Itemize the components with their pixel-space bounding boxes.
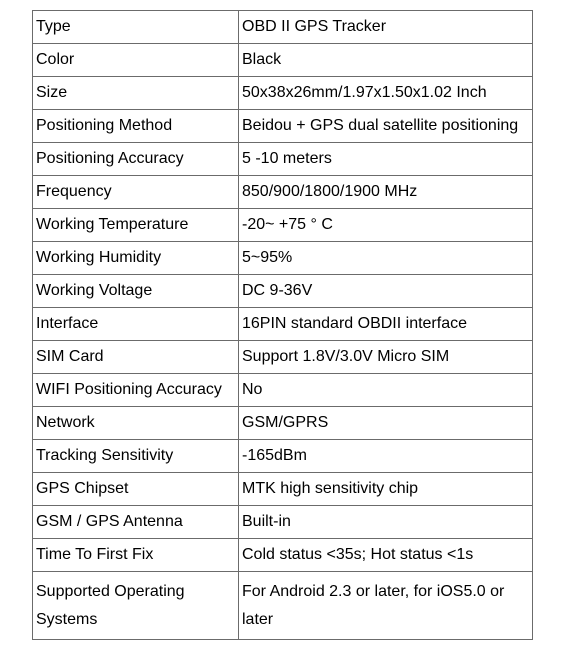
table-row [33, 308, 533, 341]
table-row [33, 176, 533, 209]
table-row [33, 44, 533, 77]
spec-label: Tracking Sensitivity [33, 440, 239, 473]
spec-value: 850/900/1800/1900 MHz [239, 176, 533, 209]
spec-label: Network [33, 407, 239, 440]
table-row [33, 209, 533, 242]
spec-value: Built-in [239, 506, 533, 539]
table-row [33, 374, 533, 407]
spec-label: Interface [33, 308, 239, 341]
spec-label: Working Temperature [33, 209, 239, 242]
spec-value: Cold status <35s; Hot status <1s [239, 539, 533, 572]
spec-label: Type [33, 11, 239, 44]
table-row [33, 407, 533, 440]
table-row [33, 539, 533, 572]
table-row [33, 572, 533, 640]
spec-label: Working Humidity [33, 242, 239, 275]
table-row [33, 341, 533, 374]
spec-label: Positioning Accuracy [33, 143, 239, 176]
spec-value: No [239, 374, 533, 407]
spec-label: SIM Card [33, 341, 239, 374]
spec-value: -165dBm [239, 440, 533, 473]
spec-value: 5 -10 meters [239, 143, 533, 176]
spec-label: Color [33, 44, 239, 77]
table-row [33, 506, 533, 539]
table-row [33, 143, 533, 176]
spec-value: 50x38x26mm/1.97x1.50x1.02 Inch [239, 77, 533, 110]
spec-label: GPS Chipset [33, 473, 239, 506]
spec-value: Beidou + GPS dual satellite positioning [239, 110, 533, 143]
spec-table-body [33, 11, 533, 640]
spec-value: OBD II GPS Tracker [239, 11, 533, 44]
table-row [33, 275, 533, 308]
spec-value: Support 1.8V/3.0V Micro SIM [239, 341, 533, 374]
table-row [33, 242, 533, 275]
table-row [33, 77, 533, 110]
spec-label: Frequency [33, 176, 239, 209]
spec-label: Supported Operating Systems [33, 572, 239, 640]
spec-value: For Android 2.3 or later, for iOS5.0 or later [239, 572, 533, 640]
spec-value: 16PIN standard OBDII interface [239, 308, 533, 341]
spec-value: GSM/GPRS [239, 407, 533, 440]
table-row [33, 440, 533, 473]
spec-value: MTK high sensitivity chip [239, 473, 533, 506]
spec-value: 5~95% [239, 242, 533, 275]
spec-table [32, 10, 533, 640]
table-row [33, 11, 533, 44]
spec-value: DC 9-36V [239, 275, 533, 308]
spec-label: Time To First Fix [33, 539, 239, 572]
spec-label: WIFI Positioning Accuracy [33, 374, 239, 407]
spec-label: GSM / GPS Antenna [33, 506, 239, 539]
spec-label: Size [33, 77, 239, 110]
spec-value: -20~ +75 ° C [239, 209, 533, 242]
spec-label: Working Voltage [33, 275, 239, 308]
spec-label: Positioning Method [33, 110, 239, 143]
spec-value: Black [239, 44, 533, 77]
table-row [33, 110, 533, 143]
table-row [33, 473, 533, 506]
